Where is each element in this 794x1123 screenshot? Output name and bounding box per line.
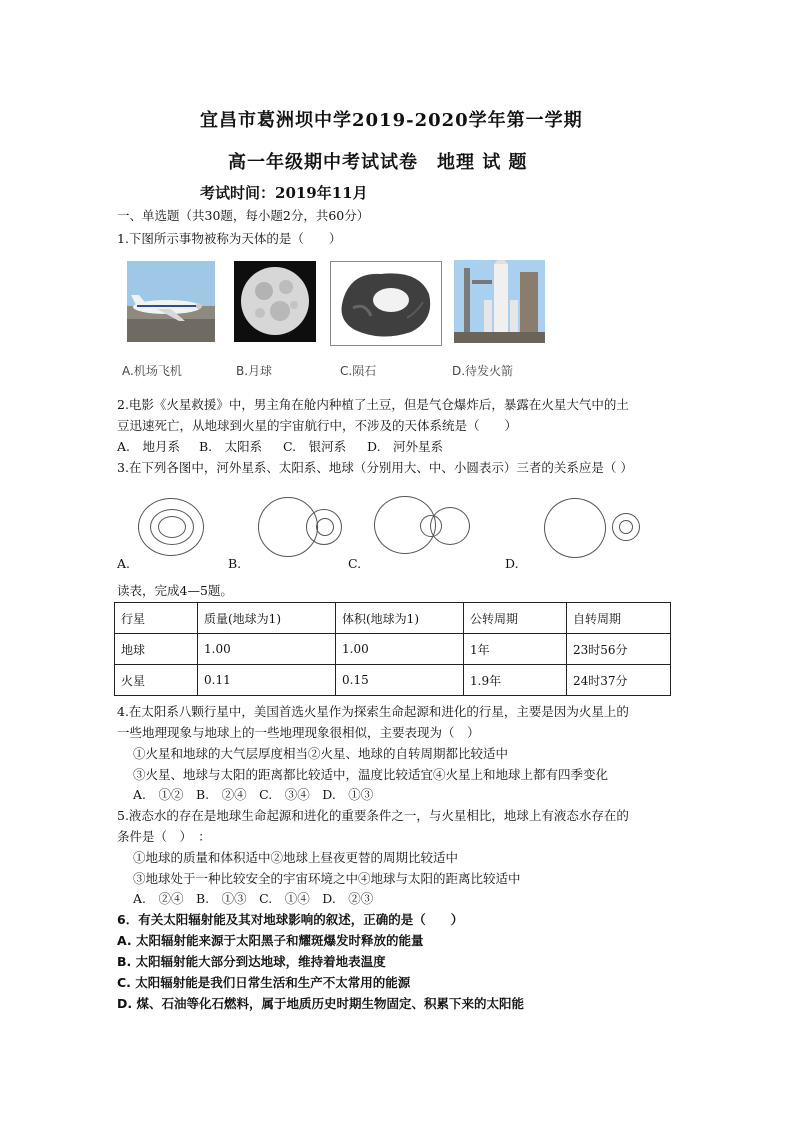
question-2-options [117, 436, 443, 457]
planet-table [114, 602, 671, 696]
exam-time: 考试时间：2019年11月 [200, 184, 368, 202]
question-6-option-d: D. 煤、石油等化石燃料，属于地质历史时期生物固定、积累下来的太阳能 [117, 996, 524, 1011]
table-cell: 24时37分 [567, 665, 671, 696]
table-cell: 1.00 [336, 634, 464, 665]
table-intro: 读表，完成4—5题。 [117, 583, 233, 598]
section-heading: 一、单选题（共30题，每小题2分，共60分） [117, 208, 370, 223]
airplane-image [127, 261, 215, 342]
table-cell: 1.9年 [464, 665, 567, 696]
circle-large [544, 498, 606, 558]
circle-small [316, 518, 334, 536]
table-cell: 火星 [115, 665, 198, 696]
header-cell: 公转周期 [464, 603, 567, 634]
table-cell: 0.15 [336, 665, 464, 696]
option-c: C. 银河系 [283, 439, 347, 454]
question-1-stem: 1.下图所示事物被称为天体的是（ ） [117, 231, 342, 246]
option-d: D. 河外星系 [367, 439, 444, 454]
table-header-row [115, 603, 671, 634]
question-4-item1: ①火星和地球的大气层厚度相当②火星、地球的自转周期都比较适中 [133, 746, 509, 761]
exam-subtitle: 高一年级期中考试试卷 地理 试 题 [228, 152, 528, 173]
caption-b: B.月球 [236, 364, 273, 378]
question-3-stem: 3.在下列各图中，河外星系、太阳系、地球（分别用大、中、小圆表示）三者的关系应是（ ） [117, 460, 633, 475]
question-4-line1: 4.在太阳系八颗行星中，美国首选火星作为探索生命起源和进化的行星，主要是因为火星上的 [117, 704, 629, 719]
question-5-line2: 条件是（ ） ： [117, 829, 211, 844]
header-cell: 行星 [115, 603, 198, 634]
option-a: A. 地月系 [117, 439, 181, 454]
diagram-label-c: C. [348, 556, 362, 571]
rocket-image [454, 260, 545, 343]
caption-a: A.机场飞机 [122, 364, 182, 378]
question-5-item2: ③地球处于一种比较安全的宇宙环境之中④地球与太阳的距离比较适中 [133, 871, 521, 886]
option-b: B. 太阳系 [199, 439, 263, 454]
question-6-stem: 6．有关太阳辐射能及其对地球影响的叙述，正确的是（ ） [117, 912, 464, 927]
diagram-label-a: A. [117, 556, 131, 571]
table-cell: 1年 [464, 634, 567, 665]
question-4-item2: ③火星、地球与太阳的距离都比较适中，温度比较适宜④火星上和地球上都有四季变化 [133, 767, 609, 782]
question-6-option-a: A. 太阳辐射能来源于太阳黑子和耀斑爆发时释放的能量 [117, 933, 424, 948]
diagram-label-d: D. [505, 556, 519, 571]
header-cell: 自转周期 [567, 603, 671, 634]
question-2-line1: 2.电影《火星救援》中，男主角在舱内种植了土豆，但是气仓爆炸后，暴露在火星大气中的土 [117, 397, 629, 412]
table-cell: 地球 [115, 634, 198, 665]
question-2-line2: 豆迅速死亡，从地球到火星的宇宙航行中，不涉及的天体系统是（ ） [117, 418, 518, 433]
question-6-option-c: C. 太阳辐射能是我们日常生活和生产不太常用的能源 [117, 975, 411, 990]
moon-image [234, 261, 316, 342]
question-5-options: A. ②④ B. ①③ C. ①④ D. ②③ [133, 891, 374, 906]
table-row [115, 634, 671, 665]
table-row [115, 665, 671, 696]
circle-small [619, 520, 633, 534]
table-cell: 1.00 [198, 634, 336, 665]
question-5-item1: ①地球的质量和体积适中②地球上昼夜更替的周期比较适中 [133, 850, 459, 865]
question-4-options: A. ①② B. ②④ C. ③④ D. ①③ [133, 787, 374, 802]
question-6-option-b: B. 太阳辐射能大部分到达地球，维持着地表温度 [117, 954, 386, 969]
exam-title: 宜昌市葛洲坝中学2019-2020学年第一学期 [200, 110, 583, 131]
diagram-label-b: B. [228, 556, 242, 571]
header-cell: 质量(地球为1) [198, 603, 336, 634]
table-cell: 0.11 [198, 665, 336, 696]
caption-d: D.待发火箭 [452, 364, 514, 378]
table-cell: 23时56分 [567, 634, 671, 665]
header-cell: 体积(地球为1) [336, 603, 464, 634]
question-4-line2: 一些地理现象与地球上的一些地理现象很相似，主要表现为（ ） [117, 725, 480, 740]
circle-small [158, 516, 186, 538]
caption-c: C.陨石 [340, 364, 377, 378]
circle-small [420, 515, 442, 537]
meteorite-image [330, 261, 442, 346]
question-5-line1: 5.液态水的存在是地球生命起源和进化的重要条件之一，与火星相比，地球上有液态水存在的 [117, 808, 629, 823]
